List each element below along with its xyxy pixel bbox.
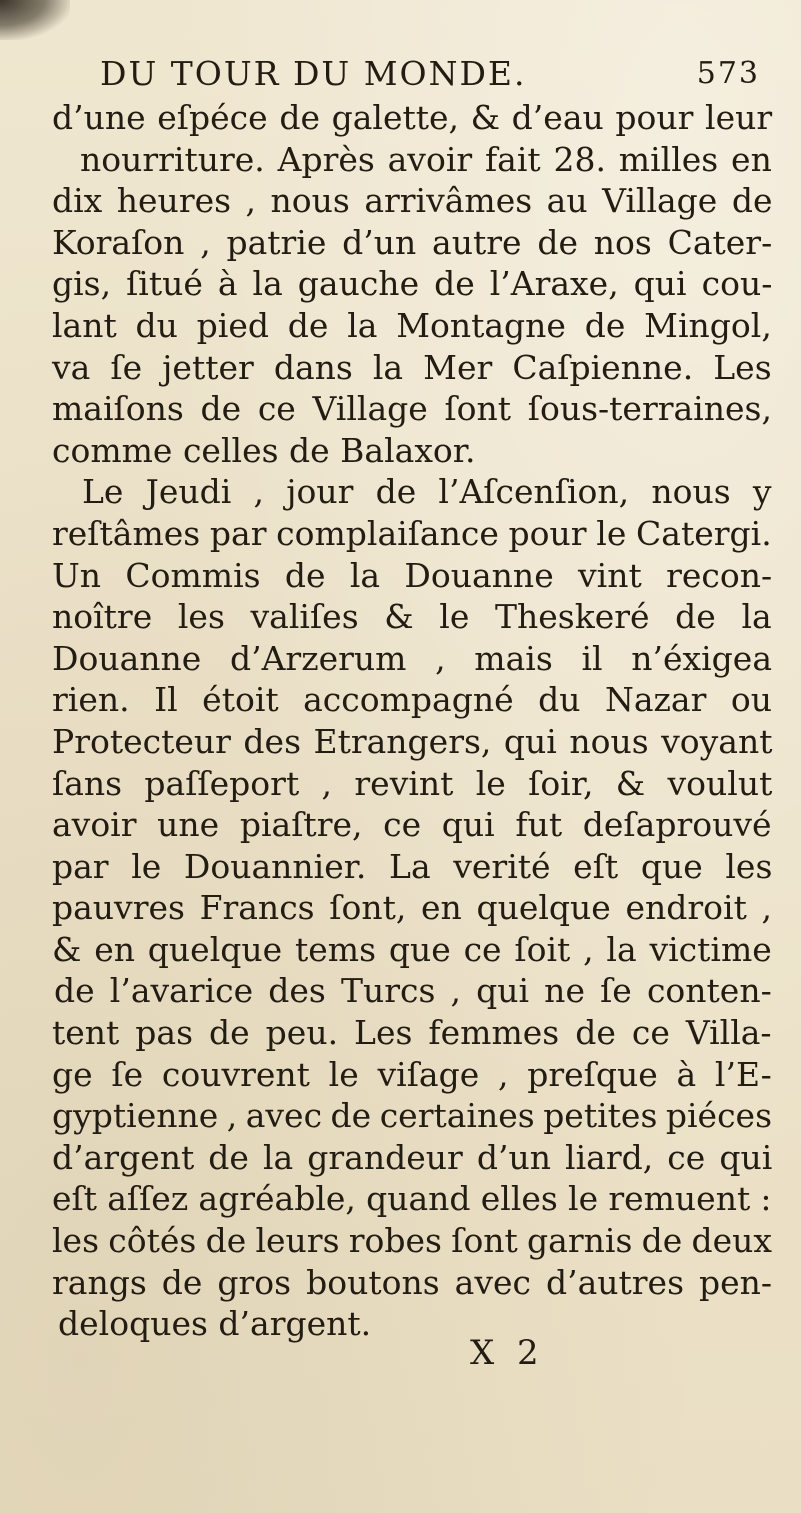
text-line: d’argent de la grandeur d’un liard, ce qui bbox=[52, 1137, 773, 1177]
text-line: va ſe jetter dans la Mer Caſpienne. Les bbox=[52, 347, 772, 387]
text-line: comme celles de Balaxor. bbox=[52, 430, 476, 470]
text-line: nourriture. Après avoir fait 28. milles en bbox=[80, 139, 772, 179]
text-line: rien. Il étoit accompagné du Nazar ou bbox=[52, 680, 772, 720]
text-line: tent pas de peu. Les femmes de ce Villa- bbox=[52, 1013, 772, 1053]
text-line: ſans paſſeport , revint le ſoir, & voulut bbox=[52, 763, 773, 803]
text-line: dix heures , nous arrivâmes au Village de bbox=[52, 181, 773, 221]
text-line: rangs de gros boutons avec d’autres pen- bbox=[52, 1262, 773, 1302]
text-line: eſt aſſez agréable, quand elles le remuent : bbox=[52, 1179, 772, 1219]
text-line: Un Commis de la Douanne vint recon- bbox=[52, 555, 773, 595]
text-line: Protecteur des Etrangers, qui nous voyant bbox=[52, 721, 773, 761]
text-line: noître les valiſes & le Theskeré de la bbox=[52, 597, 772, 637]
page-number: 573 bbox=[696, 56, 760, 91]
text-line: gis, ſitué à la gauche de l’Araxe, qui cou- bbox=[52, 264, 773, 304]
signature-mark: X 2 bbox=[470, 1333, 545, 1373]
text-line: Douanne d’Arzerum , mais il n’éxigea bbox=[52, 638, 773, 678]
text-line: les côtés de leurs robes ſont garnis de deux bbox=[52, 1221, 773, 1261]
text-line: de l’avarice des Turcs , qui ne ſe conten- bbox=[54, 971, 772, 1011]
text-line: ge ſe couvrent le viſage , preſque à l’E- bbox=[52, 1054, 772, 1094]
text-line: Koraſon , patrie d’un autre de nos Cater- bbox=[52, 222, 773, 262]
text-line: deloques d’argent. bbox=[58, 1304, 372, 1344]
text-line: reſtâmes par complaiſance pour le Catergi. bbox=[52, 513, 772, 553]
text-line: avoir une piaſtre, ce qui fut deſaprouvé bbox=[52, 805, 772, 845]
paragraph-start-line: Le Jeudi , jour de l’Aſcenſion, nous y bbox=[82, 472, 772, 512]
page-corner-shadow bbox=[0, 0, 70, 40]
text-line: lant du pied de la Montagne de Mingol, bbox=[52, 305, 772, 345]
text-line: maiſons de ce Village ſont ſous-terraines, bbox=[52, 389, 772, 429]
running-head bbox=[100, 50, 760, 98]
text-line: par le Douannier. La verité eſt que les bbox=[52, 846, 773, 886]
text-line: gyptienne , avec de certaines petites piéces bbox=[52, 1096, 773, 1136]
running-head-title: DU TOUR DU MONDE. bbox=[100, 54, 527, 93]
text-line: & en quelque tems que ce ſoit , la victime bbox=[52, 929, 772, 969]
body-text bbox=[52, 97, 772, 1345]
text-line: pauvres Francs ſont, en quelque endroit , bbox=[52, 888, 772, 928]
text-line: d’une eſpéce de galette, & d’eau pour leur bbox=[52, 98, 773, 137]
